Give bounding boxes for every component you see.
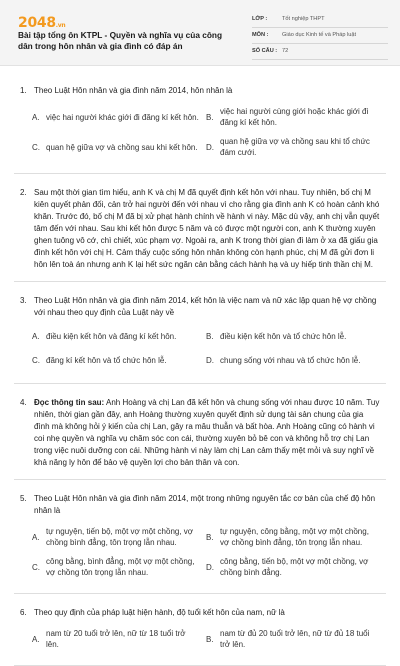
answer-options: [20, 625, 380, 655]
question-passage: Anh Hoàng và chị Lan đã kết hôn và chung sống với nhau được 10 năm. Tuy nhiên, thời gian gần đây, anh Hoàng thường xuyên quyết định sử dụng tài sản chung của gia đình mà không hỏi ý kiến của chị Lan, gây ra mâu thuẫn và bất hòa. Anh Hoàng cũng có hành vi coi nhẹ quyền và nghĩa vụ chăm sóc con cái, thường xuyên bỏ bê con và không hỗ trợ chị Lan trong việc nuôi dưỡng con cái. Những hành vi này làm chị Lan cảm thấy mệt mỏi và suy nghĩ về khả năng ly hôn để bảo vệ quyền lợi cho bản thân và con.: [34, 398, 380, 467]
meta-row-class: [252, 12, 388, 28]
question-item: [14, 390, 386, 480]
question-item: [14, 78, 386, 174]
question-lead: Đọc thông tin sau:: [34, 398, 105, 407]
question-number: 5.: [20, 494, 27, 503]
meta-value: Giáo dục Kinh tế và Pháp luật: [282, 32, 357, 39]
question-list: [0, 66, 400, 666]
question-text: Theo quy định của pháp luật hiện hành, độ tuổi kết hôn của nam, nữ là: [34, 608, 285, 617]
answer-option-c[interactable]: C. công bằng, bình đẳng, một vợ một chồng, vợ chồng tôn trọng lẫn nhau.: [32, 557, 195, 577]
question-item: [14, 288, 386, 384]
answer-options: [20, 523, 380, 583]
meta-label: LỚP :: [252, 16, 268, 23]
answer-option-a[interactable]: A. tự nguyện, tiến bộ, một vợ một chồng, vợ chồng bình đẳng, tôn trọng lẫn nhau.: [32, 527, 194, 547]
document-title: Bài tập tổng ôn KTPL - Quyền và nghĩa vụ của công dân trong hôn nhân và gia đình có đáp án: [18, 30, 223, 52]
meta-value: Tốt nghiệp THPT: [282, 16, 325, 23]
answer-option-a[interactable]: A. việc hai người khác giới đi đăng kí kết hôn.: [32, 112, 199, 123]
answer-option-a[interactable]: A. nam từ 20 tuổi trở lên, nữ từ 18 tuổi trở lên.: [32, 629, 186, 649]
answer-option-d[interactable]: D. chung sống với nhau và tổ chức hôn lễ.: [206, 355, 361, 366]
site-logo[interactable]: 2048.vn: [18, 15, 66, 31]
meta-value: 72: [282, 48, 289, 55]
answer-option-a[interactable]: A. điều kiện kết hôn và đăng kí kết hôn.: [32, 331, 177, 342]
question-number: 4.: [20, 398, 27, 407]
question-item: [14, 600, 386, 666]
question-number: 6.: [20, 608, 27, 617]
question-number: 3.: [20, 296, 27, 305]
question-item: [14, 486, 386, 594]
page-header: [0, 0, 400, 66]
document-meta: [252, 12, 388, 60]
answer-option-b[interactable]: B. điều kiện kết hôn và tổ chức hôn lễ.: [206, 331, 347, 342]
question-number: 1.: [20, 86, 27, 95]
answer-option-c[interactable]: C. quan hệ giữa vợ và chồng sau khi kết hôn.: [32, 142, 198, 153]
answer-option-b[interactable]: B. việc hai người cùng giới hoặc khác giới đi đăng kí kết hôn.: [206, 107, 369, 127]
answer-option-d[interactable]: D. quan hệ giữa vợ và chồng sau khi tổ chức đám cưới.: [206, 137, 370, 157]
question-number: 2.: [20, 188, 27, 197]
meta-label: MÔN :: [252, 32, 269, 39]
question-text: Theo Luật Hôn nhân và gia đình năm 2014, một trong những nguyên tắc cơ bản của chế độ hôn nhân là: [34, 494, 376, 515]
answer-option-b[interactable]: B. tự nguyện, công bằng, một vợ một chồng, vợ chồng bình đẳng, tôn trọng lẫn nhau.: [206, 527, 369, 547]
question-text: Sau một thời gian tìm hiểu, anh K và chị M đã quyết định kết hôn với nhau. Tuy nhiên, bố chị M kiên quyết phản đối, cản trở hai người đến với nhau vì cho rằng gia đình anh K có hoàn cảnh khó khăn. Trước đó, bố chị M đã bị xử phạt hành chính về hành vi này. Mặc dù vậy, anh chị vẫn quyết tâm đến với nhau. Sau khi kết hôn được 5 năm và có được một người con, anh K thường xuyên ghen tuông vô cớ, chì chiết, xúc phạm vợ. Ngoài ra, anh K trong thời gian đi làm ở xa đã giấu gia đình kết hôn với chị H. Cảm thấy cuộc sống hôn nhân không còn hạnh phúc, chị M đã gửi đơn li hôn lên toà án nhưng anh K lại hết sức ngăn cản bằng cách hành hạ và uy hiếp tinh thần chị M.: [34, 188, 380, 269]
answer-options: [20, 103, 380, 163]
answer-options: [20, 325, 380, 373]
meta-row-count: [252, 44, 388, 60]
answer-option-b[interactable]: B. nam từ đủ 20 tuổi trở lên, nữ từ đủ 18 tuổi trở lên.: [206, 629, 370, 649]
answer-option-d[interactable]: D. công bằng, tiến bộ, một vợ một chồng, vợ chồng bình đẳng.: [206, 557, 369, 577]
question-text: [34, 397, 380, 469]
question-item: [14, 180, 386, 282]
meta-label: SỐ CÂU :: [252, 48, 278, 55]
question-text: Theo Luật Hôn nhân và gia đình năm 2014, kết hôn là việc nam và nữ xác lập quan hệ vợ chồng với nhau theo quy định của Luật này về: [34, 296, 377, 317]
answer-option-c[interactable]: C. đăng kí kết hôn và tổ chức hôn lễ.: [32, 355, 167, 366]
question-text: Theo Luật Hôn nhân và gia đình năm 2014, hôn nhân là: [34, 86, 233, 95]
meta-row-subject: [252, 28, 388, 44]
